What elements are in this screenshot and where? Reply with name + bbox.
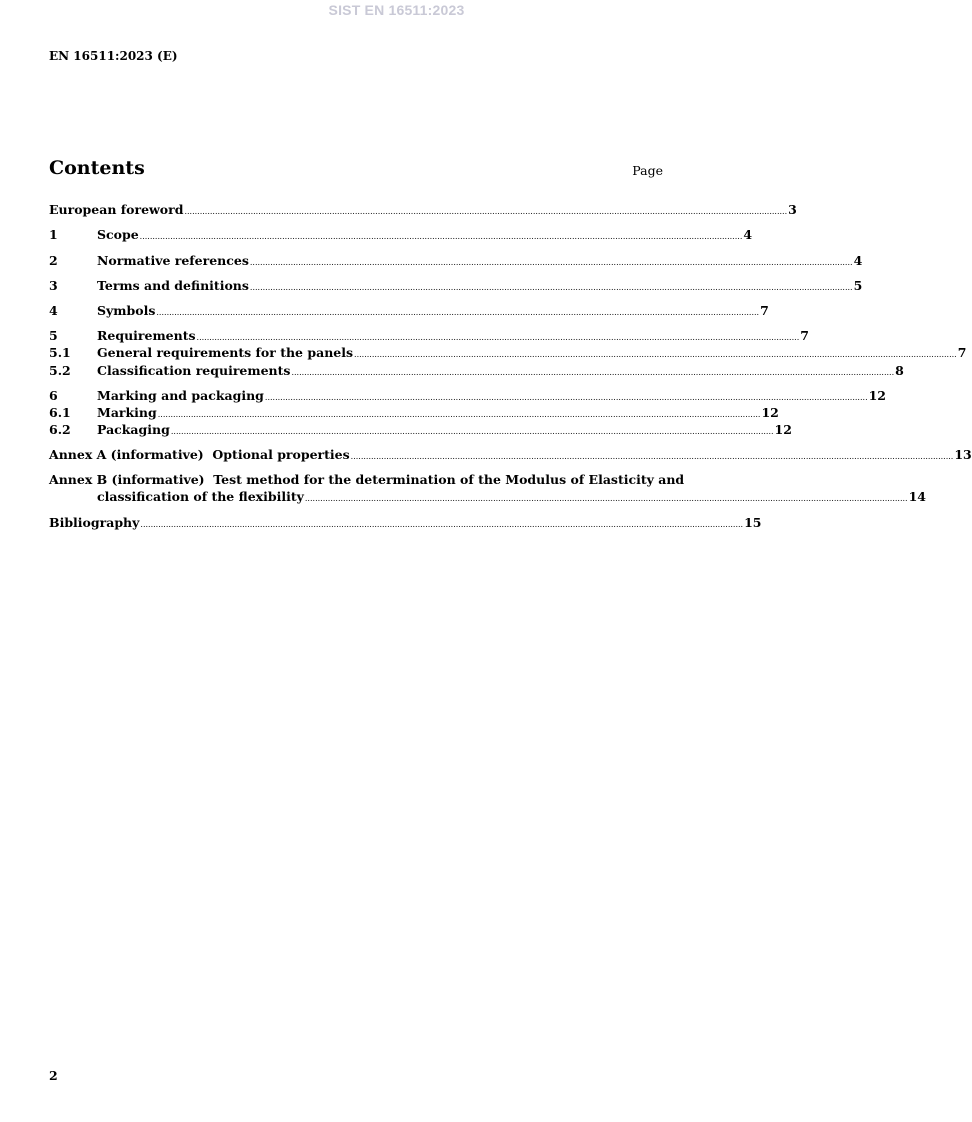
toc-entry-classification-requirements[interactable] [49,362,904,381]
toc-number: 3 [49,278,58,293]
toc-number: 5.2 [49,363,71,378]
toc-title: Annex B (informative) Test method for the determination of the Modulus of Elasticity and [49,472,685,487]
toc-leader: ............................................................................................................................................................................................................................................. [304,494,908,503]
toc-title: Terms and definitions [97,278,249,293]
toc-title: Symbols [97,303,156,318]
toc-leader: ............................................................................................................................................................................................................................................. [264,393,868,402]
toc-leader: ............................................................................................................................................................................................................................................. [156,308,760,317]
toc-entry-scope[interactable] [49,226,753,245]
toc-page: 12 [774,422,792,437]
toc-number: 1 [49,227,58,242]
toc-number: 2 [49,253,58,268]
toc-leader: ............................................................................................................................................................................................................................................. [170,427,774,436]
toc-title: Scope [97,227,139,242]
contents-header [49,157,663,181]
toc-page: 3 [788,202,797,217]
toc-leader: ............................................................................................................................................................................................................................................. [196,333,800,342]
toc-page: 4 [853,253,863,268]
toc-page: 7 [760,303,769,318]
toc-leader: ............................................................................................................................................................................................................................................. [354,350,957,359]
toc-entry-symbols[interactable] [49,302,769,321]
toc-number: 5.1 [49,345,71,360]
toc-title: European foreword [49,202,184,217]
toc-leader: ............................................................................................................................................................................................................................................. [249,283,853,292]
toc-leader: ............................................................................................................................................................................................................................................. [249,258,853,267]
toc-leader: ............................................................................................................................................................................................................................................. [139,232,743,241]
toc-title-continued: classification of the flexibility [97,489,304,504]
toc-number: 6 [49,388,58,403]
toc-title: Classification requirements [97,363,291,378]
toc-entry-general-requirements[interactable] [49,344,967,363]
toc-entry-annex-b[interactable] [49,471,926,507]
watermark: SIST EN 16511:2023 [328,2,465,18]
toc-page: 13 [954,447,972,462]
toc-title: Normative references [97,253,249,268]
toc-title: Marking [97,405,157,420]
toc-page: 14 [908,489,926,504]
toc-leader: ............................................................................................................................................................................................................................................. [140,520,744,529]
toc-title: Marking and packaging [97,388,264,403]
toc-number: 6.2 [49,422,71,437]
toc-entry-foreword[interactable] [49,201,797,220]
toc-number: 5 [49,328,58,343]
toc-entry-annex-a[interactable] [49,446,972,465]
toc-title: Bibliography [49,515,140,530]
toc-page: 8 [895,363,904,378]
toc-title: Requirements [97,328,196,343]
toc-page: 4 [743,227,753,242]
toc-page: 12 [868,388,887,403]
page-number: 2 [49,1068,58,1083]
toc-page: 7 [800,328,809,343]
toc-title: Packaging [97,422,170,437]
document-id: EN 16511:2023 (E) [49,49,178,63]
toc-leader: ............................................................................................................................................................................................................................................. [350,452,954,461]
toc-entry-bibliography[interactable] [49,514,762,533]
toc-title: General requirements for the panels [97,345,354,360]
toc-page: 7 [957,345,967,360]
toc-leader: ............................................................................................................................................................................................................................................. [157,410,761,419]
toc-title: Annex A (informative) Optional properties [49,447,350,462]
toc-entry-packaging[interactable] [49,421,792,440]
toc-leader: ............................................................................................................................................................................................................................................. [184,207,788,216]
toc-entry-terms[interactable] [49,277,863,296]
toc-page: 5 [853,278,863,293]
toc-number: 6.1 [49,405,71,420]
toc-page: 12 [761,405,779,420]
page-column-label: Page [632,163,663,178]
toc-number: 4 [49,303,58,318]
toc-leader: ............................................................................................................................................................................................................................................. [291,368,895,377]
toc-entry-normative-references[interactable] [49,252,863,271]
contents-title: Contents [49,157,145,179]
toc-page: 15 [744,515,762,530]
